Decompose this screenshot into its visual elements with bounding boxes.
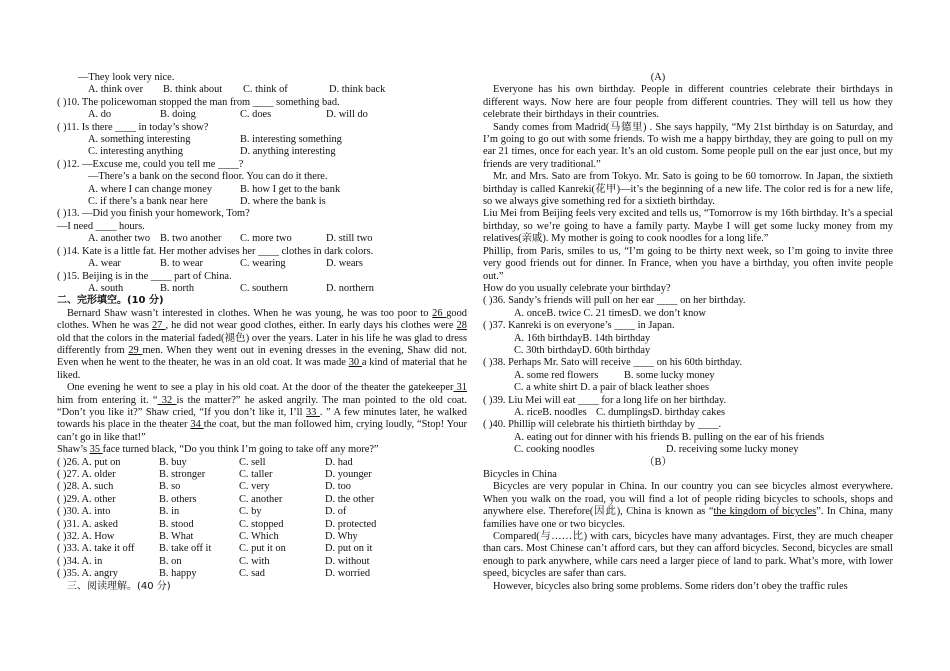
question-13: ( )13. —Did you finish your homework, Tom? xyxy=(57,208,250,220)
cloze-option: B. in xyxy=(159,506,180,518)
underlined-phrase: the kingdom of bicycles xyxy=(713,506,817,518)
blank-32: 32 xyxy=(157,394,177,406)
cloze-option: B. buy xyxy=(159,456,187,468)
cloze-option: D. put on it xyxy=(325,543,373,555)
blank-30: 30 xyxy=(348,357,362,369)
cloze-option-row xyxy=(57,556,445,568)
option: D. anything interesting xyxy=(240,146,336,158)
option: A. something interesting xyxy=(88,134,191,146)
blank-27: 27 xyxy=(151,320,166,332)
cloze-option-row xyxy=(57,494,445,506)
answer-line: —They look very nice. xyxy=(78,72,175,83)
question-39: ( )39. Liu Mei will eat ____ for a long life on her birthday. xyxy=(483,394,727,406)
cloze-option: C. Which xyxy=(239,531,279,543)
option: A. riceB. noodles xyxy=(514,406,587,418)
cloze-option-row xyxy=(57,543,445,555)
question-37: ( )37. Kanreki is on everyone’s ____ in Japan. xyxy=(483,320,675,332)
question-36: ( )36. Sandy’s friends will pull on her ear ____ on her birthday. xyxy=(483,295,746,307)
q11-options-2 xyxy=(57,146,467,158)
cloze-option: ( )27. A. older xyxy=(57,469,116,480)
option: D. still two xyxy=(326,233,373,245)
cloze-option: ( )35. A. angry xyxy=(57,568,118,580)
option: B. north xyxy=(160,282,195,294)
option: B. some lucky money xyxy=(624,369,715,381)
cloze-option: D. worried xyxy=(325,568,371,580)
q36-options: A. onceB. twice C. 21 timesD. we don’t know xyxy=(514,307,707,319)
passage-a-paragraph: Liu Mei from Beijing feels very excited and tells us, “Tomorrow is my 16th birthday. It’s a special birthday, so we’re going to have a family party. Maybe I will get some lucky money from my relatives(亲戚). My mother is going to cook noodles for a long life.” xyxy=(483,208,893,245)
cloze-option: C. another xyxy=(239,493,283,505)
passage-a-paragraph: Everyone has his own birthday. People in different countries celebrate their birthdays in different ways. Now here are four people from different countries. They will tell us how they celebrate their birthdays in their countries. xyxy=(483,84,893,121)
question-12-reply: —There’s a bank on the second floor. You can do it there. xyxy=(88,171,328,183)
cloze-option: C. put it on xyxy=(239,543,286,555)
cloze-option: B. so xyxy=(159,481,181,493)
option: B. two another xyxy=(160,233,222,245)
option: C. cooking noodles xyxy=(514,444,595,456)
cloze-option: C. by xyxy=(239,506,262,518)
passage-a-heading: (A) xyxy=(650,72,666,83)
q14-options xyxy=(57,258,467,270)
cloze-option-row xyxy=(57,506,445,518)
q12-options-2 xyxy=(57,196,467,208)
cloze-option: C. sad xyxy=(239,568,265,580)
option: A. some red flowers xyxy=(514,369,599,381)
cloze-option-row xyxy=(57,531,445,543)
section-3-heading: 三、阅读理解。(40 分) xyxy=(67,580,171,592)
option: B. to wear xyxy=(160,258,203,270)
blank-29: 29 xyxy=(128,344,143,356)
option: C. wearing xyxy=(240,258,286,270)
cloze-option: D. had xyxy=(325,456,353,468)
cloze-option: B. stood xyxy=(159,518,194,530)
cloze-option-row xyxy=(57,481,445,493)
left-column xyxy=(57,72,467,593)
blank-33: 33 xyxy=(305,406,320,418)
cloze-option: D. younger xyxy=(325,469,372,480)
cloze-option: ( )29. A. other xyxy=(57,493,116,505)
option: C. think of xyxy=(243,84,288,96)
q38-options xyxy=(483,370,893,382)
question-11: ( )11. Is there ____ in today’s show? xyxy=(57,121,209,133)
passage-b-paragraph: Compared(与……比) with cars, bicycles have many advantages. First, they are much cheaper than cars. Most Chinese can’t afford cars, but they can afford bicycles. Second, bicycles are small enough to park anywhere, while cars need a larger piece of land to park. What’s more, with lower speed, bicycles are safer than cars. xyxy=(483,531,893,580)
question-14: ( )14. Kate is a little fat. Her mother advises her ____ clothes in dark colors. xyxy=(57,245,374,257)
cloze-option: ( )26. A. put on xyxy=(57,456,121,468)
question-10: ( )10. The policewoman stopped the man from ____ something bad. xyxy=(57,96,340,108)
option: C. dumplingsD. birthday cakes xyxy=(596,406,726,418)
passage-b-paragraph: However, bicycles also bring some problems. Some riders don’t obey the traffic rules xyxy=(493,580,848,592)
right-column xyxy=(483,72,893,593)
option: D. where the bank is xyxy=(240,196,326,208)
cloze-option: C. with xyxy=(239,555,270,567)
option: C. more two xyxy=(240,233,292,245)
section-2-heading: 二、完形填空。(10 分) xyxy=(57,295,164,307)
passage-b-title: Bicycles in China xyxy=(483,469,557,480)
q37-options: A. 16th birthdayB. 14th birthday xyxy=(514,332,651,344)
question-12: ( )12. —Excuse me, could you tell me ____? xyxy=(57,158,244,170)
cloze-option: C. stopped xyxy=(239,518,284,530)
passage-b-heading: （B） xyxy=(644,456,672,468)
option: D. think back xyxy=(329,84,386,96)
cloze-options-table xyxy=(57,457,445,581)
q37-options-2: C. 30th birthdayD. 60th birthday xyxy=(514,344,651,356)
passage-a-paragraph: Mr. and Mrs. Sato are from Tokyo. Mr. Sato is going to be 60 tomorrow. In Japan, the sixtieth birthday is called Kanreki(花甲)—it’s the beginning of a new life. The color red is for a new life, so we always give something red for a sixtieth birthday. xyxy=(483,171,893,208)
option: B. how I get to the bank xyxy=(240,183,341,195)
cloze-option: D. too xyxy=(325,481,351,493)
question-15: ( )15. Beijing is in the ____ part of China. xyxy=(57,270,232,282)
q38-options-2: C. a white shirt D. a pair of black leather shoes xyxy=(514,382,710,394)
cloze-option: D. the other xyxy=(325,493,375,505)
cloze-option: B. on xyxy=(159,555,182,567)
option: A. wear xyxy=(88,258,121,270)
cloze-option: B. What xyxy=(159,531,194,543)
option: A. where I can change money xyxy=(88,183,213,195)
cloze-option: B. stronger xyxy=(159,469,206,480)
cloze-option: ( )30. A. into xyxy=(57,506,111,518)
option: A. think over xyxy=(88,84,144,96)
q39-options xyxy=(483,407,893,419)
blank-28: 28 xyxy=(456,320,467,332)
q12-options xyxy=(57,184,467,196)
option: D. receiving some lucky money xyxy=(666,444,799,456)
cloze-option-row xyxy=(57,568,445,580)
cloze-option: B. others xyxy=(159,493,197,505)
q15-options xyxy=(57,283,467,295)
option: A. south xyxy=(88,282,124,294)
option: B. interesting something xyxy=(240,134,342,146)
option: C. interesting anything xyxy=(88,146,183,158)
blank-31: 31 xyxy=(453,382,467,394)
question-38: ( )38. Perhaps Mr. Sato will receive ____ on his 60th birthday. xyxy=(483,357,743,369)
q40-options-2 xyxy=(483,444,893,456)
q11-options xyxy=(57,134,467,146)
cloze-option: ( )28. A. such xyxy=(57,481,114,493)
cloze-option-row xyxy=(57,457,445,469)
cloze-option: ( )32. A. How xyxy=(57,531,115,543)
cloze-paragraph-3: Shaw’s 35 face turned black, “Do you think I’m going to take off any more?” xyxy=(57,444,379,456)
option: A. another two xyxy=(88,233,151,245)
cloze-option: ( )31. A. asked xyxy=(57,518,118,530)
cloze-option: C. taller xyxy=(239,469,273,480)
option: C. southern xyxy=(240,282,288,294)
option: C. if there’s a bank near here xyxy=(88,196,208,208)
q9-options xyxy=(57,84,467,96)
cloze-option: D. of xyxy=(325,506,347,518)
cloze-option-row xyxy=(57,519,445,531)
cloze-option: ( )33. A. take it off xyxy=(57,543,135,555)
option: A. do xyxy=(88,109,112,121)
option: B. think about xyxy=(163,84,223,96)
cloze-option: B. take off it xyxy=(159,543,212,555)
cloze-option: D. protected xyxy=(325,518,377,530)
option: D. northern xyxy=(326,282,374,294)
blank-35: 35 xyxy=(89,444,103,456)
cloze-option: C. very xyxy=(239,481,270,493)
question-13-reply: —I need ____ hours. xyxy=(57,220,145,232)
option: D. wears xyxy=(326,258,363,270)
cloze-paragraph-2: One evening he went to see a play in his old coat. At the door of the theater the gatekeeper 31 him from entering it. “ 32 is the matter?” he asked angrily. The man pointed to the old coat. “Don’t you like it?” Shaw cried, “If you don’t like it, I’ll 33 . ” A few minutes later, he walked towards his place in the theater 34 the coat, but the man followed him, crying loudly, “Stop! Your can’t go in like that!” xyxy=(57,382,468,443)
q13-options xyxy=(57,233,467,245)
option: B. doing xyxy=(160,109,196,121)
q40-options: A. eating out for dinner with his friends B. pulling on the ear of his friends xyxy=(514,431,825,443)
cloze-option: D. Why xyxy=(325,531,358,543)
option: D. will do xyxy=(326,109,368,121)
cloze-option: D. without xyxy=(325,555,370,567)
option: C. does xyxy=(240,109,272,121)
passage-b-paragraph: Bicycles are very popular in China. In our country you can see bicycles almost everywhere. When you walk on the road, you will find a lot of people riding bicycles to schools, shops and anywhere else. Therefore(因此), China is known as “the kingdom of bicycles”. In China, many families have one or two bicycles. xyxy=(483,481,893,530)
passage-a-question: How do you usually celebrate your birthday? xyxy=(483,282,671,294)
q10-options xyxy=(57,109,467,121)
blank-26: 26 xyxy=(432,307,447,319)
question-40: ( )40. Phillip will celebrate his thirtieth birthday by ____. xyxy=(483,419,722,431)
cloze-option: B. happy xyxy=(159,568,197,580)
passage-a-paragraph: Phillip, from Paris, smiles to us, “I’m going to be thirty next week, so I’m going to invite three very good friends out for dinner. In France, when you have a birthday, you often invite people out.” xyxy=(483,245,893,282)
passage-a-paragraph: Sandy comes from Madrid(马德里) . She says happily, “My 21st birthday is on Saturday, and I’m going to go out with some friends. To wish me a happy birthday, they are going to pull on my ear 21 times, once for each year. It’s an old custom. Some people pull on the ear just once, but my friends are very traditional.” xyxy=(483,121,893,170)
cloze-option-row xyxy=(57,469,445,481)
cloze-option: C. sell xyxy=(239,456,266,468)
cloze-option: ( )34. A. in xyxy=(57,555,103,567)
cloze-paragraph-1: Bernard Shaw wasn’t interested in clothes. When he was young, he was too poor to 26 good clothes. When he was 27 , he did not wear good clothes, either. In early days his clothes were 28 old that the colors in the material faded(褪色) over the years. Later in his life he was glad to dress differently from 29 men. When they went out in evening dresses in the evening, Shaw did not. Even when he went to the theater, he was in an old coat. It was made 30 a kind of material that he liked. xyxy=(57,307,467,381)
blank-34: 34 xyxy=(190,419,204,431)
